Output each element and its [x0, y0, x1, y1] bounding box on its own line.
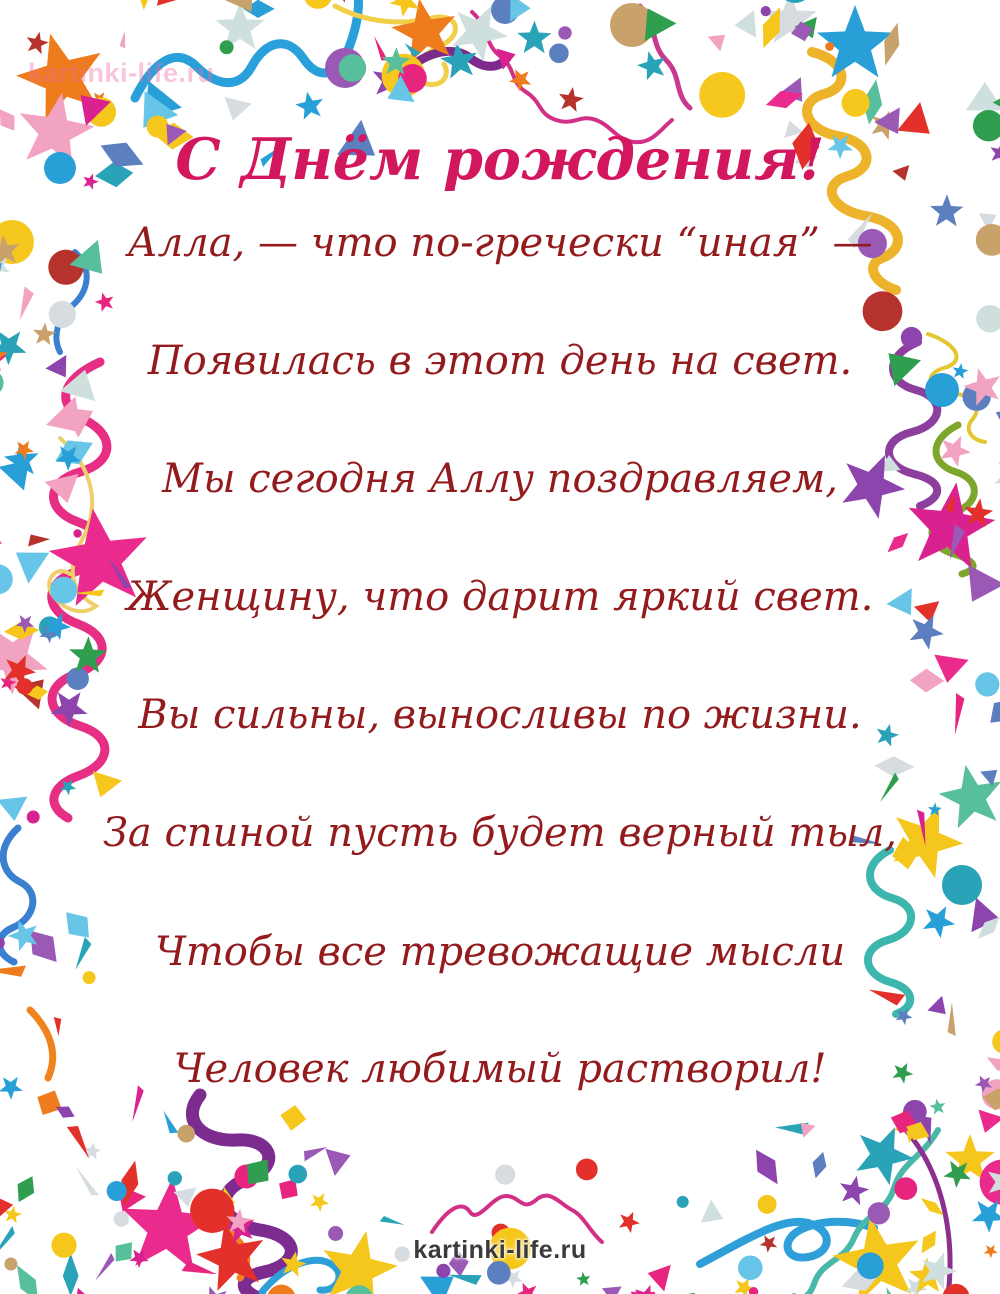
confetti-shape: [972, 1200, 1000, 1233]
confetti-shape: [390, 0, 420, 17]
confetti-shape: [863, 291, 903, 331]
confetti-shape: [321, 1149, 351, 1178]
confetti-shape: [129, 0, 159, 10]
confetti-shape: [645, 8, 677, 41]
confetti-shape: [28, 534, 50, 547]
confetti-shape: [677, 1196, 689, 1208]
poem-line-2: Появилась в этот день на свет.: [147, 338, 853, 384]
confetti-shape: [420, 1274, 456, 1294]
confetti-shape: [758, 1195, 777, 1214]
confetti-shape: [95, 293, 113, 312]
confetti-shape: [910, 668, 945, 692]
confetti-shape: [825, 42, 834, 51]
confetti-shape: [947, 1002, 957, 1036]
card-title: С Днём рождения!: [175, 126, 825, 193]
confetti-shape: [817, 5, 893, 77]
confetti-shape: [559, 87, 584, 112]
confetti-shape: [107, 1181, 127, 1201]
confetti-shape: [599, 1279, 622, 1294]
confetti-shape: [217, 87, 252, 122]
confetti-shape: [336, 0, 352, 3]
confetti-shape: [156, 0, 189, 6]
poem-line-4: Женщину, что дарит яркий свет.: [126, 574, 874, 620]
confetti-shape: [619, 1212, 640, 1233]
confetti-shape: [943, 1284, 970, 1294]
confetti-shape: [220, 40, 234, 54]
confetti-shape: [761, 6, 771, 16]
confetti-shape: [842, 89, 870, 117]
confetti-shape: [27, 32, 49, 55]
confetti-shape: [699, 72, 745, 118]
confetti-shape: [976, 305, 1000, 333]
confetti-shape: [809, 1150, 830, 1180]
confetti-shape: [495, 1165, 515, 1185]
confetti-shape: [576, 1272, 590, 1286]
confetti-shape: [66, 667, 89, 690]
poem-line-8: Человек любимый растворил!: [173, 1046, 827, 1092]
confetti-shape: [302, 1144, 330, 1161]
confetti-shape: [10, 1172, 40, 1207]
confetti-shape: [119, 30, 129, 49]
confetti-shape: [380, 1215, 405, 1229]
confetti-shape: [929, 1099, 945, 1115]
confetti-shape: [868, 1202, 890, 1224]
confetti-shape: [199, 1286, 227, 1294]
confetti-shape: [436, 1264, 450, 1278]
watermark-top-left: kartinki-life.ru: [28, 58, 215, 88]
confetti-shape: [747, 1144, 786, 1190]
confetti-shape: [925, 996, 948, 1019]
poem-line-7: Чтобы все тревожащие мысли: [154, 929, 846, 975]
confetti-shape: [991, 402, 1000, 437]
confetti-shape: [73, 529, 81, 537]
confetti-shape: [516, 1283, 538, 1294]
confetti-shape: [558, 26, 571, 39]
confetti-shape: [391, 0, 455, 63]
confetti-shape: [168, 1171, 182, 1185]
confetti-shape: [878, 21, 905, 68]
confetti-shape: [708, 33, 728, 53]
poem-line-1: Алла, — что по-гречески “иная” —: [127, 220, 873, 266]
confetti-shape: [53, 1017, 61, 1036]
confetti-shape: [840, 1176, 869, 1206]
confetti-shape: [671, 1287, 707, 1294]
confetti-shape: [576, 1159, 598, 1181]
confetti-shape: [339, 54, 367, 82]
confetti-shape: [114, 1211, 129, 1226]
confetti-shape: [304, 0, 333, 9]
confetti-shape: [161, 1109, 178, 1136]
confetti-shape: [876, 773, 901, 804]
poem-line-3: Мы сегодня Аллу поздравляем,: [162, 456, 838, 502]
confetti-shape: [856, 1127, 913, 1185]
confetti-shape: [800, 1119, 818, 1138]
confetti-shape: [635, 1285, 660, 1294]
confetti-shape: [177, 1125, 195, 1143]
confetti-shape: [894, 1177, 917, 1200]
confetti-shape: [693, 1200, 724, 1232]
confetti-shape: [549, 44, 569, 64]
confetti-shape: [190, 1189, 234, 1233]
watermark-bottom: kartinki-life.ru: [413, 1236, 587, 1264]
confetti-shape: [883, 528, 912, 557]
confetti-shape: [778, 0, 813, 3]
confetti-shape: [295, 92, 323, 120]
confetti-shape: [517, 21, 551, 54]
confetti-shape: [289, 1165, 308, 1184]
confetti-shape: [310, 1193, 329, 1212]
poem-line-6: За спиной пусть будет верный тыл,: [102, 810, 898, 856]
confetti-shape: [49, 301, 76, 328]
confetti-shape: [278, 1103, 308, 1133]
confetti-shape: [74, 1163, 99, 1198]
confetti-shape: [13, 287, 35, 322]
poem-line-5: Вы сильны, выносливы по жизни.: [138, 692, 862, 738]
confetti-shape: [0, 517, 6, 550]
